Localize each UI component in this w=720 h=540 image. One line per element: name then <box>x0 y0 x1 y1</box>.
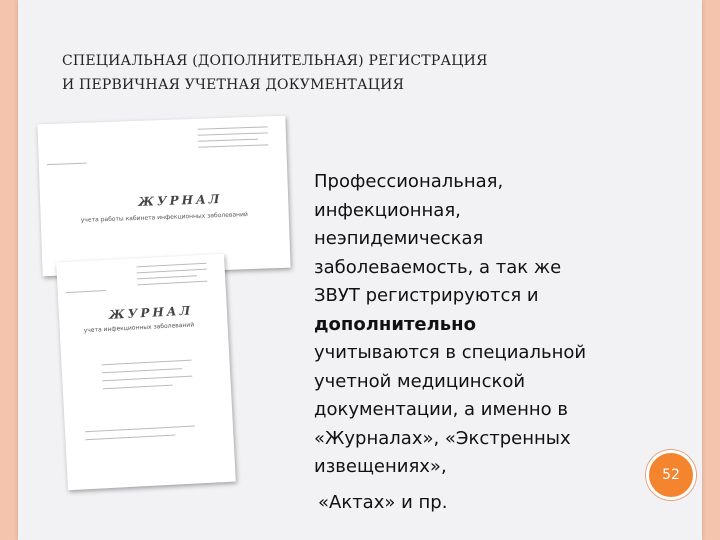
page-number-badge: 52 <box>646 450 696 500</box>
body-line: «Журналах», «Экстренных <box>314 427 571 449</box>
journal-image-1 <box>37 116 290 277</box>
body-text <box>314 168 674 482</box>
slide <box>18 0 702 540</box>
body-line: учитываются в специальной <box>314 342 587 363</box>
body-bold-word: дополнительно <box>314 313 476 335</box>
body-line: учетной медицинской <box>314 370 526 392</box>
body-line: инфекционная, <box>314 199 461 221</box>
body-line: неэпидемическая <box>314 228 484 249</box>
journal-heading-2: ЖУРНАЛ <box>108 303 194 322</box>
journal-heading-1: ЖУРНАЛ <box>137 191 223 209</box>
title-line-1: СПЕЦИАЛЬНАЯ (ДОПОЛНИТЕЛЬНАЯ) РЕГИСТРАЦИЯ <box>62 53 488 69</box>
slide-title <box>62 50 682 98</box>
body-line: извещениях», <box>314 456 447 477</box>
body-line: документации, а именно в <box>314 399 568 420</box>
title-line-2: И ПЕРВИЧНАЯ УЧЕТНАЯ ДОКУМЕНТАЦИЯ <box>62 76 405 93</box>
journal-image-2 <box>56 254 236 490</box>
body-last-line: «Актах» и пр. <box>318 492 448 513</box>
journal-subtitle-2: учета инфекционных заболеваний <box>83 321 195 335</box>
body-line: заболеваемость, а так же <box>314 256 562 278</box>
journal-subtitle-1: учета работы кабинета инфекционных заболеваний <box>80 211 248 224</box>
body-line: Профессиональная, <box>314 171 504 192</box>
body-line: ЗВУТ регистрируются и <box>314 285 539 306</box>
